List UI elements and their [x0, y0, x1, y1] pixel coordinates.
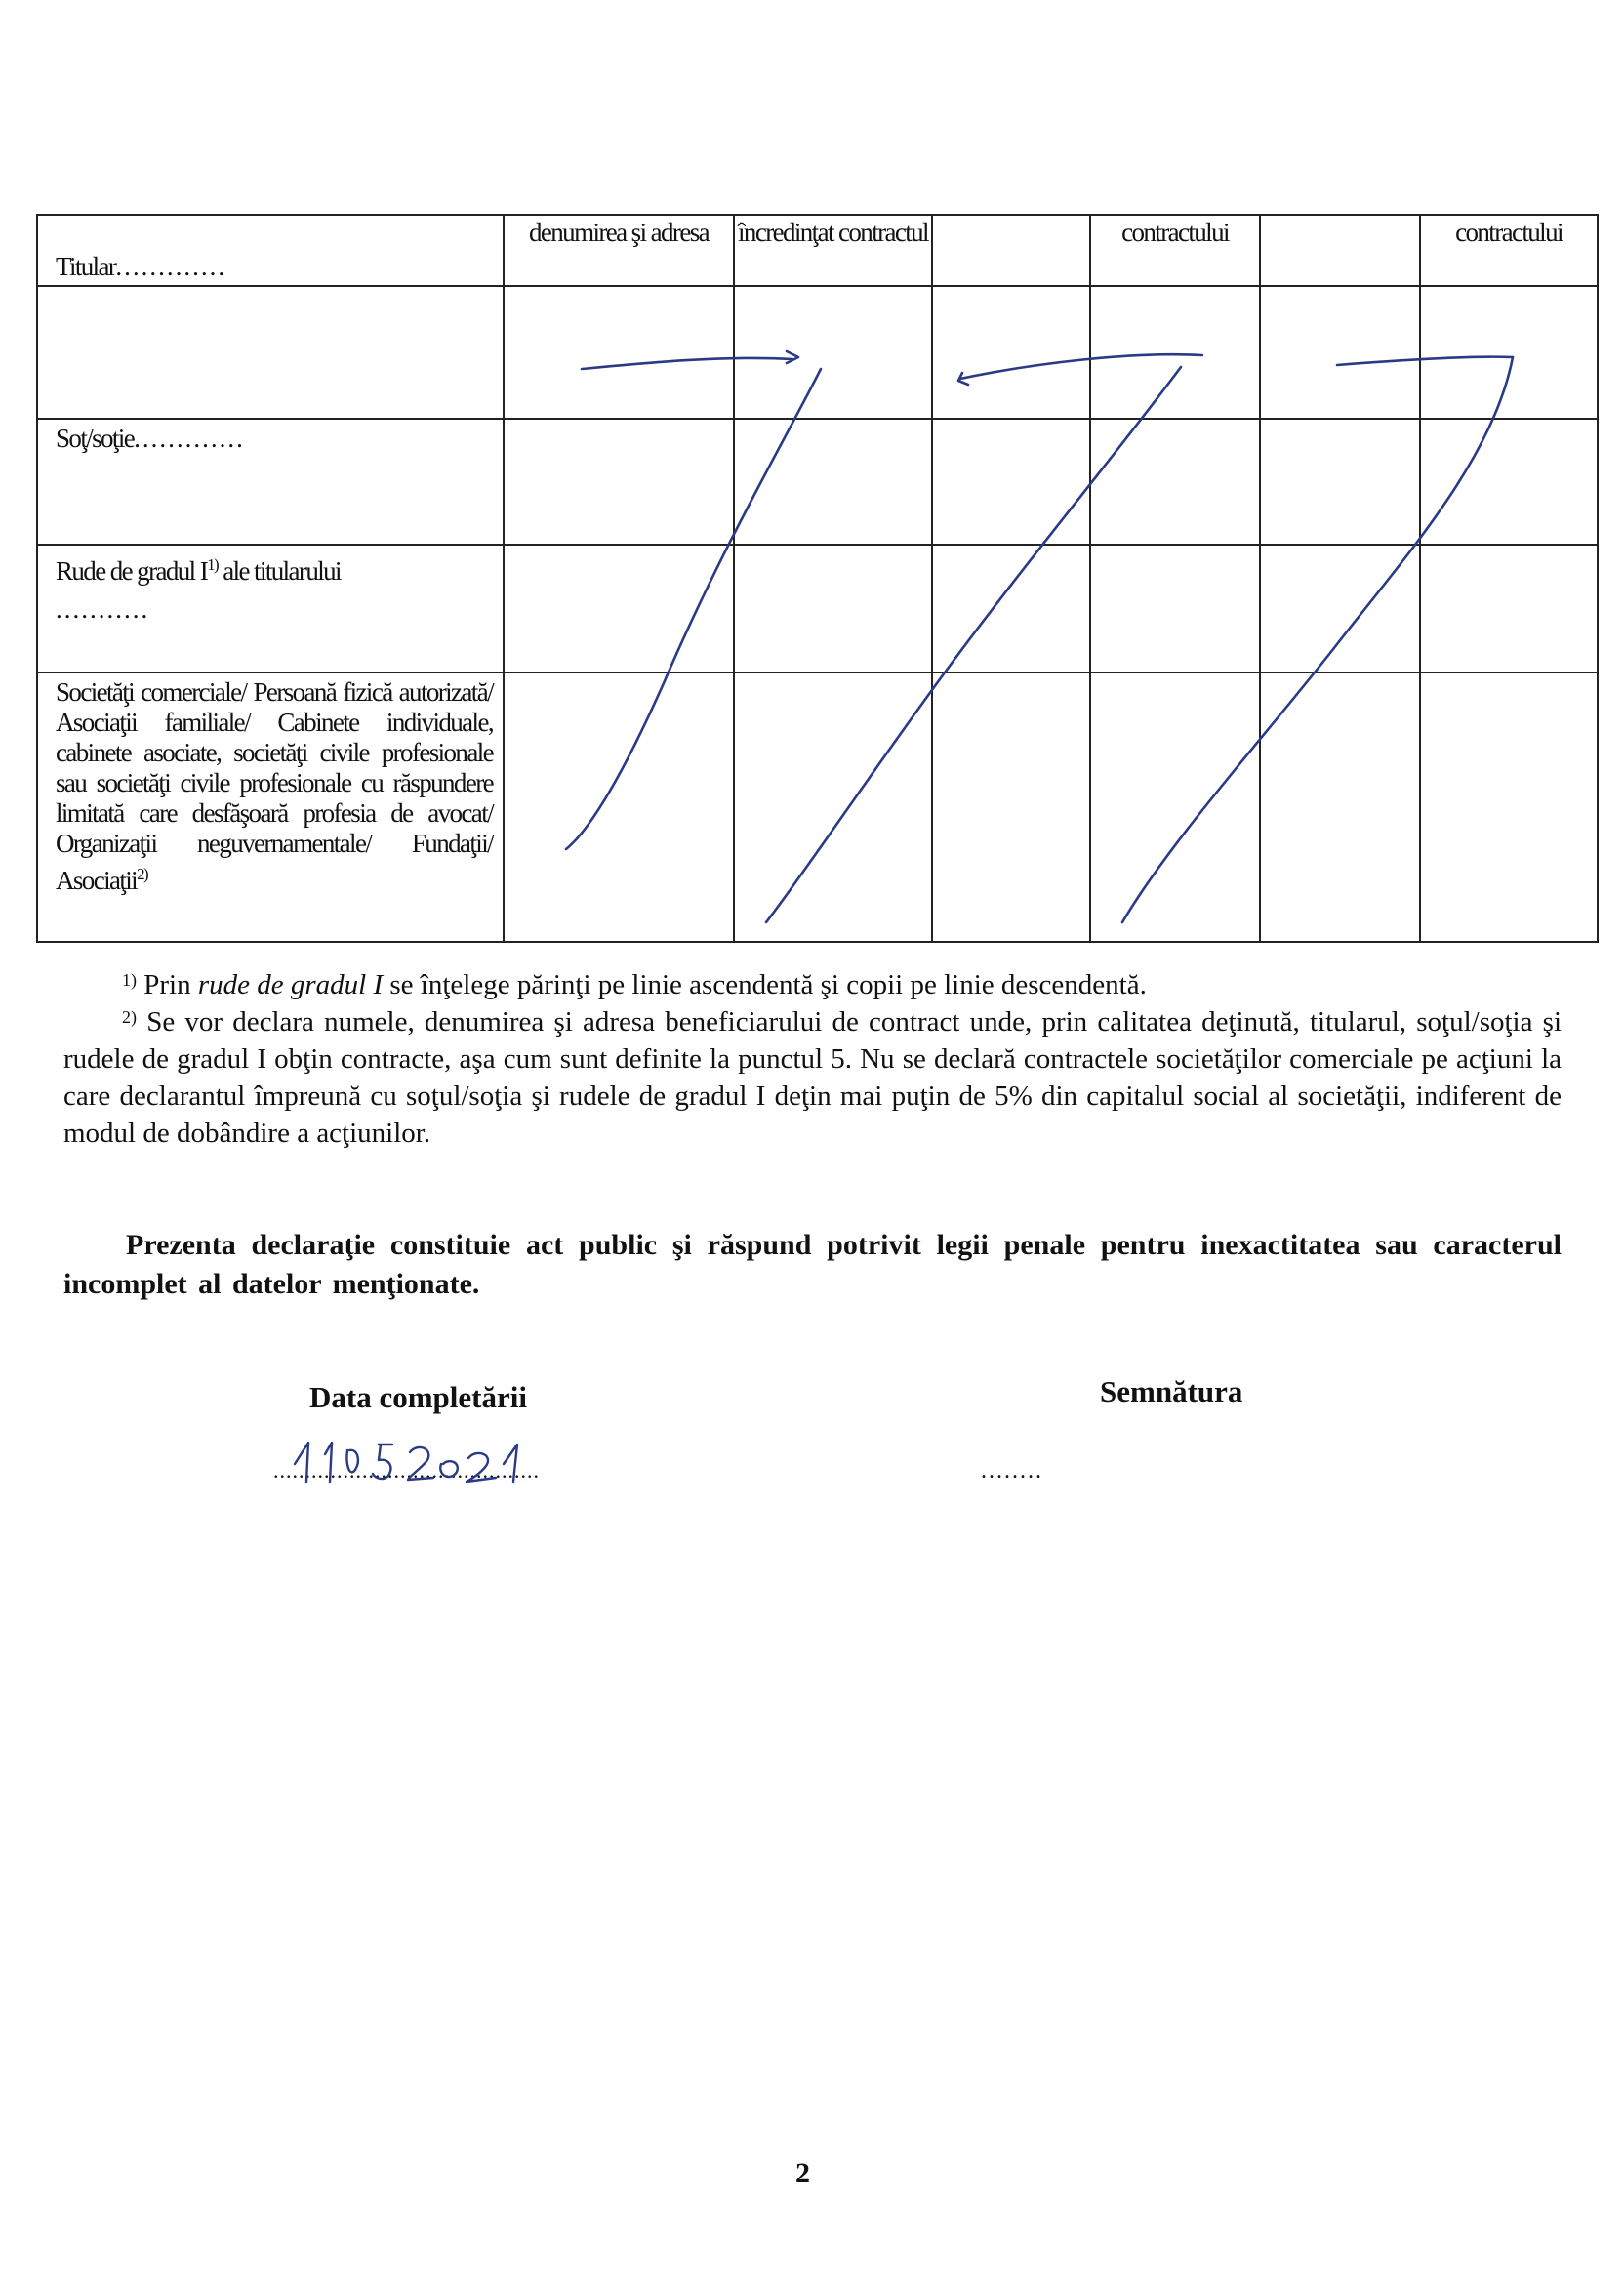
- row-label-text: Societăţi comerciale/ Persoană fizică autorizată/ Asociaţii familiale/ Cabinete individuale, cabinete asociate, societăţi civile profesionale sau societăţi civile profesionale cu răspundere limitată care desfăşoară profesia de avocat/ Organizaţii neguvernamentale/ Fundaţii/ Asociaţii: [56, 677, 493, 895]
- date-label: Data completării: [309, 1380, 527, 1414]
- signature-label: Semnătura: [1100, 1374, 1243, 1408]
- table-header-cell: denumirea şi adresa: [504, 215, 734, 286]
- declaration-text: Prezenta declaraţie constituie act public şi răspund potrivit legii penale pentru inexactitatea sau caracterul incomplet al datelor menţionate.: [63, 1229, 1562, 1300]
- table-cell: [734, 545, 932, 672]
- row-label-tail: ale titularului: [218, 556, 341, 586]
- table-row: [37, 545, 1598, 672]
- page-number: 2: [795, 2157, 810, 2189]
- table-header-cell: încredinţat contractul: [734, 215, 932, 286]
- table-cell: [504, 672, 734, 942]
- footnotes: [63, 966, 1562, 1152]
- table-cell: [1260, 545, 1420, 672]
- row-label-societati: [37, 672, 504, 942]
- row-label-titular: [37, 252, 504, 419]
- table-cell: [1260, 672, 1420, 942]
- table-cell: [734, 672, 932, 942]
- row-label-text: Rude de gradul I: [56, 556, 208, 586]
- table-cell: [734, 419, 932, 545]
- table-cell: [1420, 419, 1598, 545]
- table-cell: [1260, 286, 1420, 419]
- row-label-dots: .............: [115, 252, 227, 281]
- table-row: [37, 286, 1598, 419]
- table-header-cell: [1260, 215, 1420, 286]
- footnote-ref: 1): [207, 555, 219, 574]
- table-header-cell: contractului: [1420, 215, 1598, 286]
- table-row: [37, 419, 1598, 545]
- row-label-rude: [37, 545, 504, 672]
- table-header-cell: contractului: [1090, 215, 1260, 286]
- table-cell: [932, 672, 1090, 942]
- row-label-dots: .............: [134, 424, 245, 453]
- table-cell: [1090, 545, 1260, 672]
- table-cell: [1420, 286, 1598, 419]
- row-label-sot: [37, 419, 504, 545]
- table-cell: [734, 286, 932, 419]
- table-row: [37, 672, 1598, 942]
- signature-dotted-line: ........: [981, 1458, 1043, 1484]
- table-cell: [1090, 419, 1260, 545]
- table-cell: [932, 419, 1090, 545]
- table-cell: [504, 286, 734, 419]
- table-cell: [504, 419, 734, 545]
- row-label-dots: ...........: [56, 594, 150, 624]
- table-cell: [1260, 419, 1420, 545]
- table-cell: [1090, 286, 1260, 419]
- table-cell: [504, 545, 734, 672]
- table-cell: [1420, 672, 1598, 942]
- row-label-text: Soţ/soţie: [56, 424, 135, 453]
- date-dotted-line: ..........................................: [273, 1458, 540, 1483]
- table-header-cell: [932, 215, 1090, 286]
- table-cell: [932, 545, 1090, 672]
- table-cell: [1090, 672, 1260, 942]
- row-label-text: Titular: [56, 252, 116, 281]
- footnote-2: $^{2)}$ Se vor declara numele, denumirea şi adresa beneficiarului de contract unde, prin calitatea deţinută, titularul, soţul/soţia şi rudele de gradul I obţin contracte, aşa cum sunt definite la punctul 5. Nu se declară contractele societăţilor comerciale pe acţiuni la care declarantul împreună cu soţul/soţia şi rudele de gradul I deţin mai puţin de 5% din capitalul social al societăţii, indiferent de modul de dobândire a acţiunilor.: [63, 1006, 1562, 1149]
- table-cell: [1420, 545, 1598, 672]
- contracts-table: [36, 214, 1599, 943]
- footnote-ref: 2): [137, 865, 148, 883]
- footnote-1: $^{1)}$ Prin rude de gradul I se înţelege părinţi pe linie ascendentă şi copii pe linie descendentă.: [122, 969, 1147, 1000]
- table-cell: [932, 286, 1090, 419]
